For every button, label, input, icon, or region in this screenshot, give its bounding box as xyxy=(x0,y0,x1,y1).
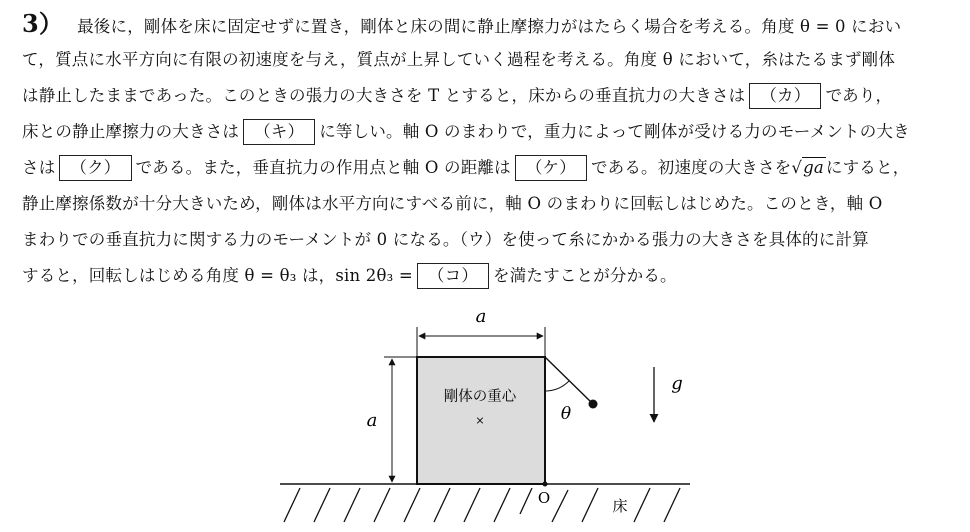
string xyxy=(545,357,592,403)
angle-arc xyxy=(545,381,569,391)
center-of-gravity-mark: × xyxy=(475,414,485,427)
problem-line-2: て，質点に水平方向に有限の初速度を与え，質点が上昇していく過程を考える。角度 θ において，糸はたるまず剛体 xyxy=(22,50,896,69)
problem-line-7: まわりでの垂直抗力に関する力のモーメントが 0 になる。（ウ）を使って糸にかかる張力の大きさを具体的に計算 xyxy=(22,230,869,249)
height-label: a xyxy=(366,410,378,431)
problem-line-8: すると，回転しはじめる角度 θ = θ₃ は，sin 2θ₃ = （コ） を満たすことが分かる。 xyxy=(22,258,960,294)
sqrt-sign: √ xyxy=(791,158,803,177)
blank-ko: （コ） xyxy=(417,263,489,289)
axis-label: O xyxy=(537,489,551,507)
problem-line-1: 3） 最後に，剛体を床に固定せずに置き，剛体と床の間に静止摩擦力がはたらく場合を考える。角度 θ = 0 におい xyxy=(22,9,902,38)
problem-line-6: 静止摩擦係数が十分大きいため，剛体は水平方向にすべる前に，軸 O のまわりに回転しはじめた。このとき，軸 O xyxy=(22,194,883,213)
blank-ka: （カ） xyxy=(749,83,821,109)
problem-line-3: は静止したままであった。このときの張力の大きさを T とすると，床からの垂直抗力の大きさは （カ） であり， xyxy=(22,78,960,114)
problem-number: 3） xyxy=(22,9,64,38)
center-of-gravity-label: 剛体の重心 xyxy=(443,389,517,405)
sqrt-argument: ga xyxy=(803,158,824,177)
point-mass xyxy=(589,400,598,409)
blank-ku: （ク） xyxy=(59,155,131,181)
blank-ki: （キ） xyxy=(243,119,315,145)
problem-line-4: 床との静止摩擦力の大きさは （キ） に等しい。軸 O のまわりで，重力によって剛体が受ける力のモーメントの大き xyxy=(22,114,960,150)
blank-ke: （ケ） xyxy=(515,155,587,181)
width-label: a xyxy=(475,306,487,327)
floor-label: 床 xyxy=(612,497,628,515)
problem-line-5: さは （ク） である。また，垂直抗力の作用点と軸 O の距離は （ケ） である。初速度の大きさを√ga にすると， xyxy=(22,150,960,186)
angle-label: θ xyxy=(560,404,572,424)
gravity-label: g xyxy=(671,373,683,394)
